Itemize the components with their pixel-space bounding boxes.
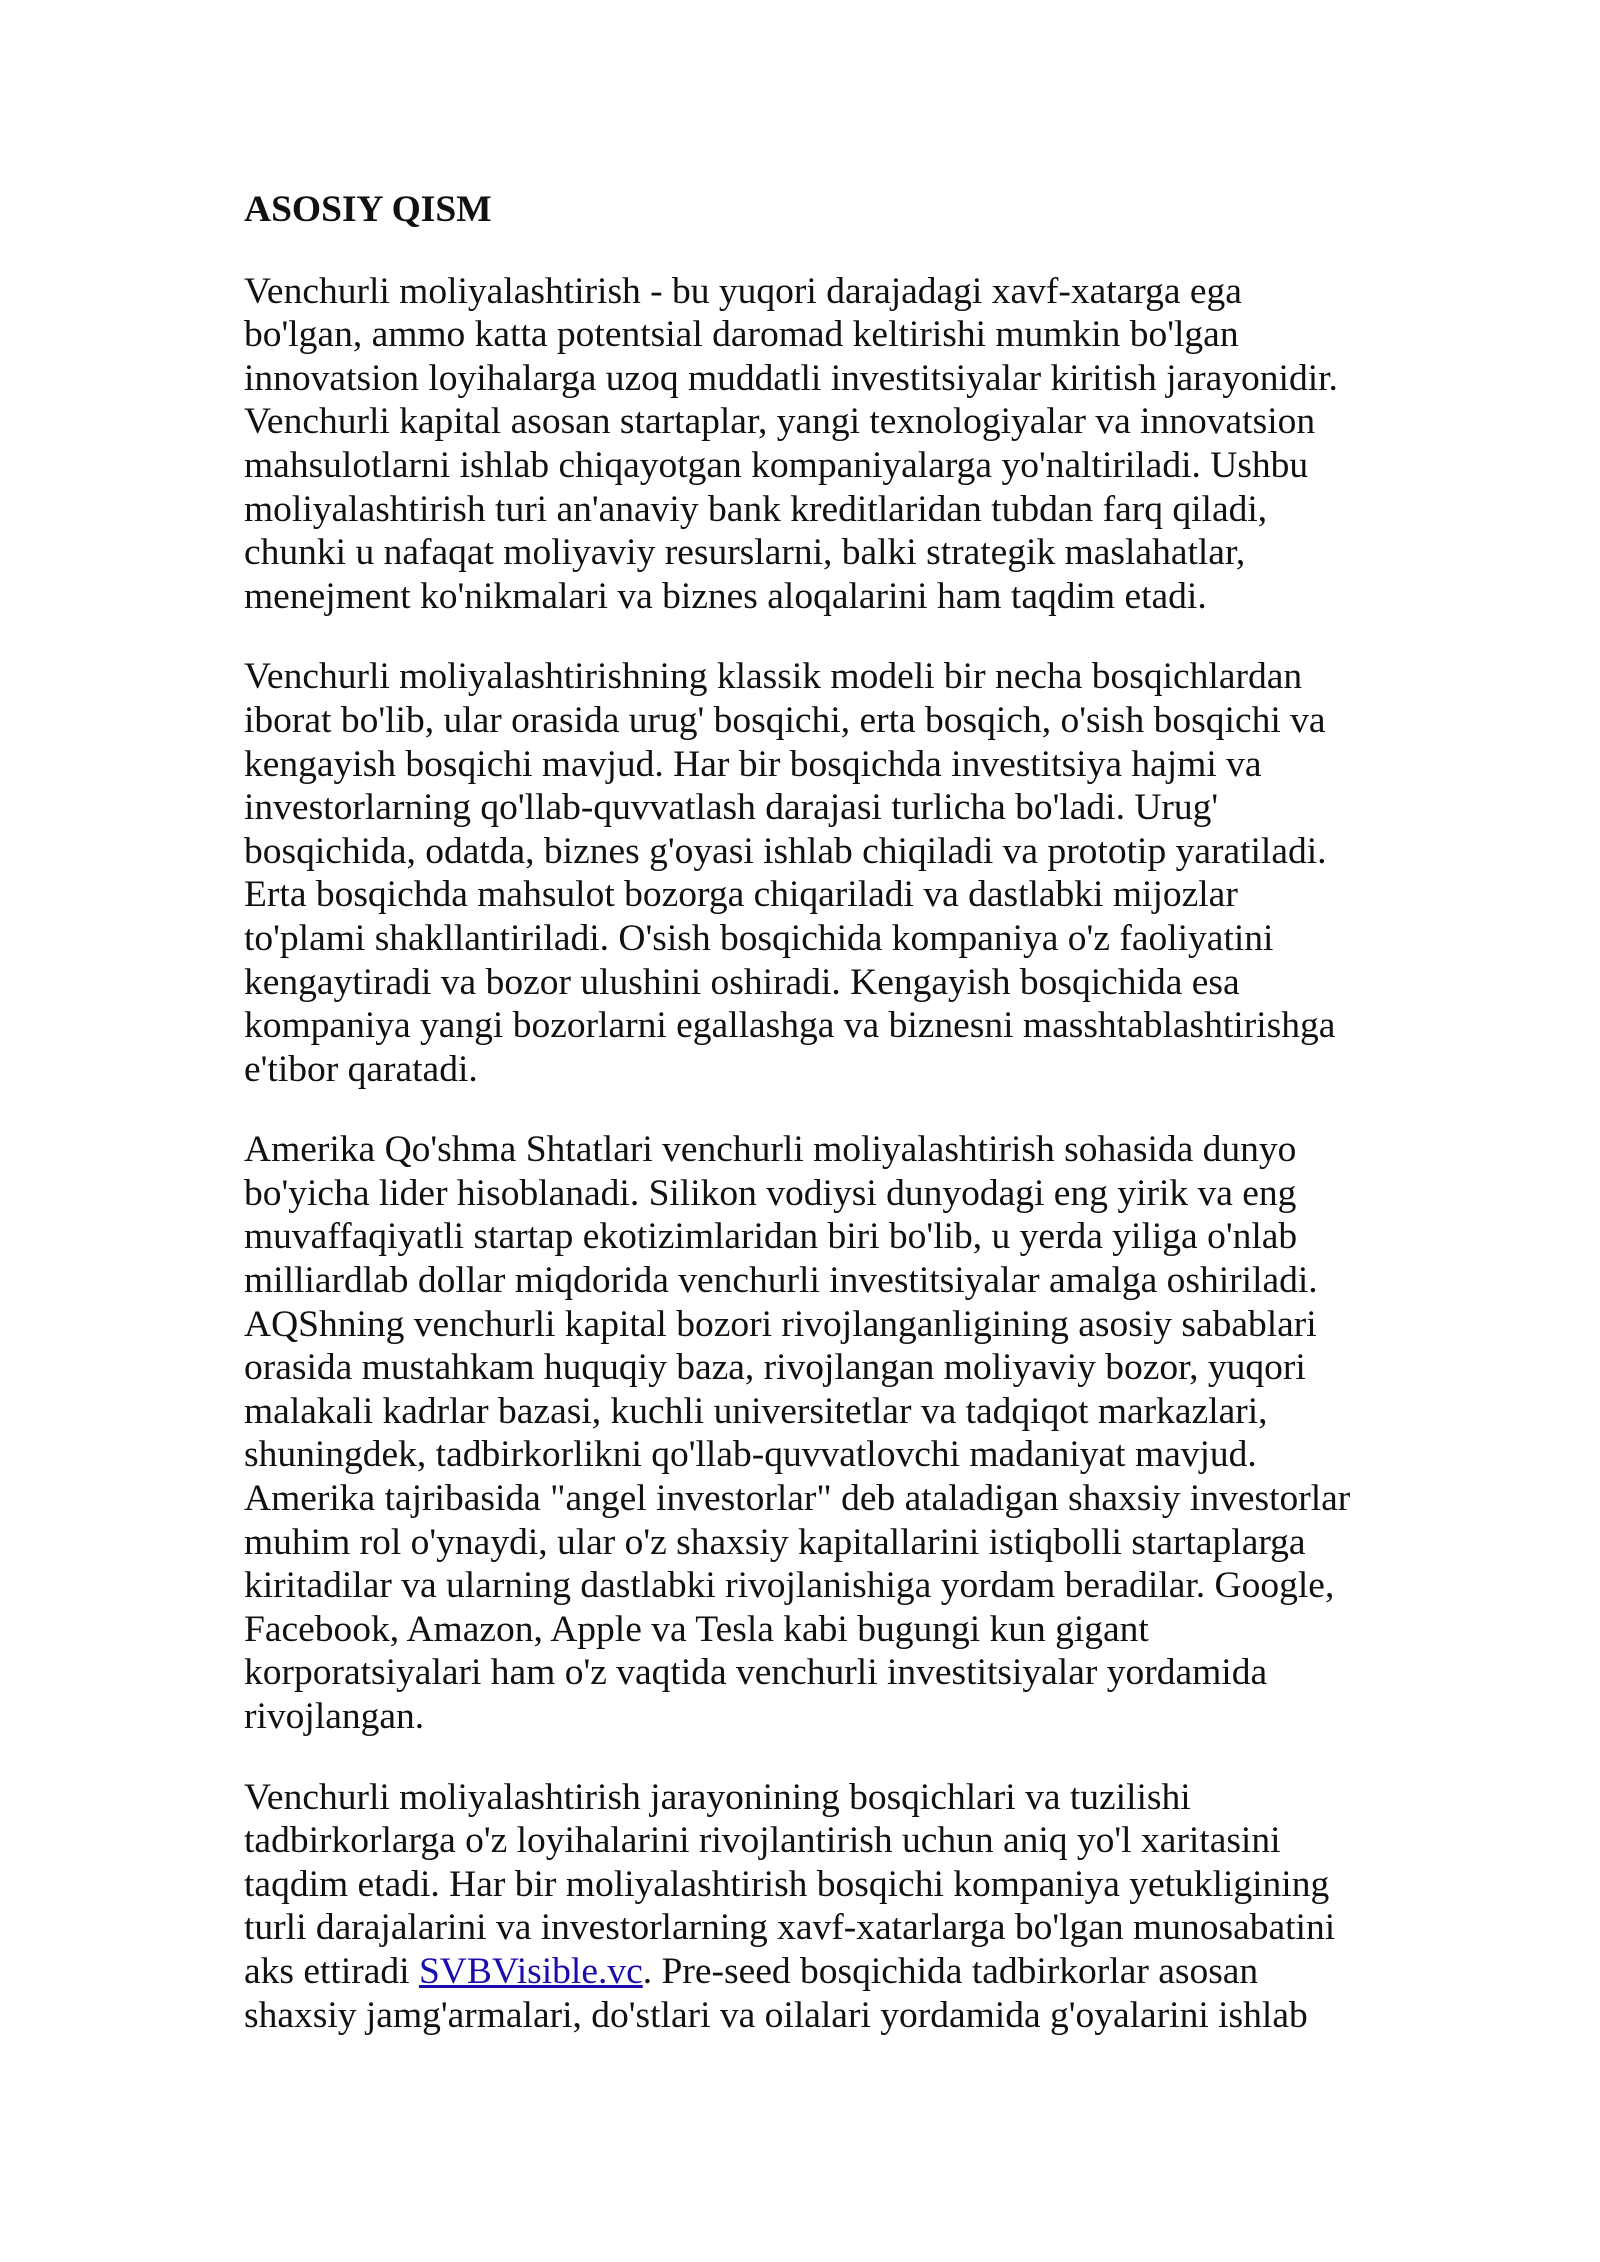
paragraph-line: turli darajalarini va investorlarning xavf-xatarlarga bo'lgan munosabatini: [244, 1907, 1336, 1949]
paragraph-line: Facebook, Amazon, Apple va Tesla kabi bugungi kun gigant: [244, 1608, 1149, 1650]
paragraph-line: bo'yicha lider hisoblanadi. Silikon vodiysi dunyodagi eng yirik va eng: [244, 1172, 1297, 1214]
paragraph-line: rivojlangan.: [244, 1696, 425, 1737]
paragraph-line: menejment ko'nikmalari va biznes aloqalarini ham taqdim etadi.: [244, 575, 1207, 617]
paragraph-line: iborat bo'lib, ular orasida urug' bosqichi, erta bosqich, o'sish bosqichi va: [244, 699, 1326, 741]
paragraph-line: orasida mustahkam huquqiy baza, rivojlangan moliyaviy bozor, yuqori: [244, 1347, 1306, 1389]
paragraph-3: [244, 1128, 1374, 1738]
paragraph-line: taqdim etadi. Har bir moliyalashtirish bosqichi kompaniya yetukligining: [244, 1863, 1330, 1905]
paragraph-line: to'plami shakllantiriladi. O'sish bosqichida kompaniya o'z faoliyatini: [244, 917, 1274, 959]
document-body: [244, 188, 1374, 2074]
paragraph-line: Amerika tajribasida "angel investorlar" deb ataladigan shaxsiy investorlar: [244, 1478, 1351, 1520]
source-link[interactable]: SVBVisible.vc: [418, 1950, 643, 1992]
paragraph-line: innovatsion loyihalarga uzoq muddatli investitsiyalar kiritish jarayonidir.: [244, 357, 1338, 399]
section-heading: ASOSIY QISM: [244, 189, 492, 230]
paragraph-2: [244, 655, 1374, 1091]
paragraph-line: Venchurli kapital asosan startaplar, yangi texnologiyalar va innovatsion: [244, 401, 1316, 443]
paragraph-line: kiritadilar va ularning dastlabki rivojlanishiga yordam beradilar. Google,: [244, 1565, 1335, 1607]
paragraph-line-with-link: [244, 1950, 1374, 1994]
paragraph-line: bosqichida, odatda, biznes g'oyasi ishlab chiqiladi va prototip yaratiladi.: [244, 830, 1327, 872]
paragraph-1: [244, 270, 1374, 619]
paragraph-line: malakali kadrlar bazasi, kuchli universitetlar va tadqiqot markazlari,: [244, 1390, 1268, 1432]
paragraph-line: Venchurli moliyalashtirish jarayonining bosqichlari va tuzilishi: [244, 1776, 1191, 1818]
paragraph-line: mahsulotlarni ishlab chiqayotgan kompaniyalarga yo'naltiriladi. Ushbu: [244, 444, 1309, 486]
paragraph-line: muhim rol o'ynaydi, ular o'z shaxsiy kapitallarini istiqbolli startaplarga: [244, 1521, 1306, 1563]
paragraph-line: kengayish bosqichi mavjud. Har bir bosqichda investitsiya hajmi va: [244, 743, 1262, 785]
paragraph-line: muvaffaqiyatli startap ekotizimlaridan biri bo'lib, u yerda yiliga o'nlab: [244, 1216, 1298, 1258]
paragraph-line: kompaniya yangi bozorlarni egallashga va biznesni masshtablashtirishga: [244, 1005, 1336, 1047]
paragraph-line: Amerika Qo'shma Shtatlari venchurli moliyalashtirish sohasida dunyo: [244, 1129, 1297, 1171]
paragraph-line: tadbirkorlarga o'z loyihalarini rivojlantirish uchun aniq yo'l xaritasini: [244, 1820, 1281, 1862]
paragraph-line: AQShning venchurli kapital bozori rivojlanganligining asosiy sabablari: [244, 1303, 1317, 1345]
paragraph-line: chunki u nafaqat moliyaviy resurslarni, balki strategik maslahatlar,: [244, 532, 1246, 574]
paragraph-line: kengaytiradi va bozor ulushini oshiradi. Kengayish bosqichida esa: [244, 961, 1240, 1003]
paragraph-line: moliyalashtirish turi an'anaviy bank kreditlaridan tubdan farq qiladi,: [244, 488, 1268, 530]
paragraph-line: Erta bosqichda mahsulot bozorga chiqariladi va dastlabki mijozlar: [244, 874, 1238, 916]
link-line-before-text: aks ettiradi: [244, 1950, 419, 1992]
paragraph-line: bo'lgan, ammo katta potentsial daromad keltirishi mumkin bo'lgan: [244, 314, 1239, 356]
paragraph-line: Venchurli moliyalashtirish - bu yuqori darajadagi xavf-xatarga ega: [244, 270, 1242, 312]
paragraph-line: korporatsiyalari ham o'z vaqtida venchurli investitsiyalar yordamida: [244, 1652, 1268, 1694]
paragraph-line: investorlarning qo'llab-quvvatlash darajasi turlicha bo'ladi. Urug': [244, 787, 1219, 829]
link-line-after-text: . Pre-seed bosqichida tadbirkorlar asosan: [642, 1950, 1259, 1992]
paragraph-4: [244, 1776, 1374, 2038]
paragraph-line: shaxsiy jamg'armalari, do'stlari va oilalari yordamida g'oyalarini ishlab: [244, 1994, 1308, 2036]
paragraph-line: milliardlab dollar miqdorida venchurli investitsiyalar amalga oshiriladi.: [244, 1260, 1318, 1302]
paragraph-line: shuningdek, tadbirkorlikni qo'llab-quvvatlovchi madaniyat mavjud.: [244, 1434, 1257, 1476]
paragraph-line: e'tibor qaratadi.: [244, 1048, 478, 1090]
paragraph-line: Venchurli moliyalashtirishning klassik modeli bir necha bosqichlardan: [244, 656, 1303, 698]
